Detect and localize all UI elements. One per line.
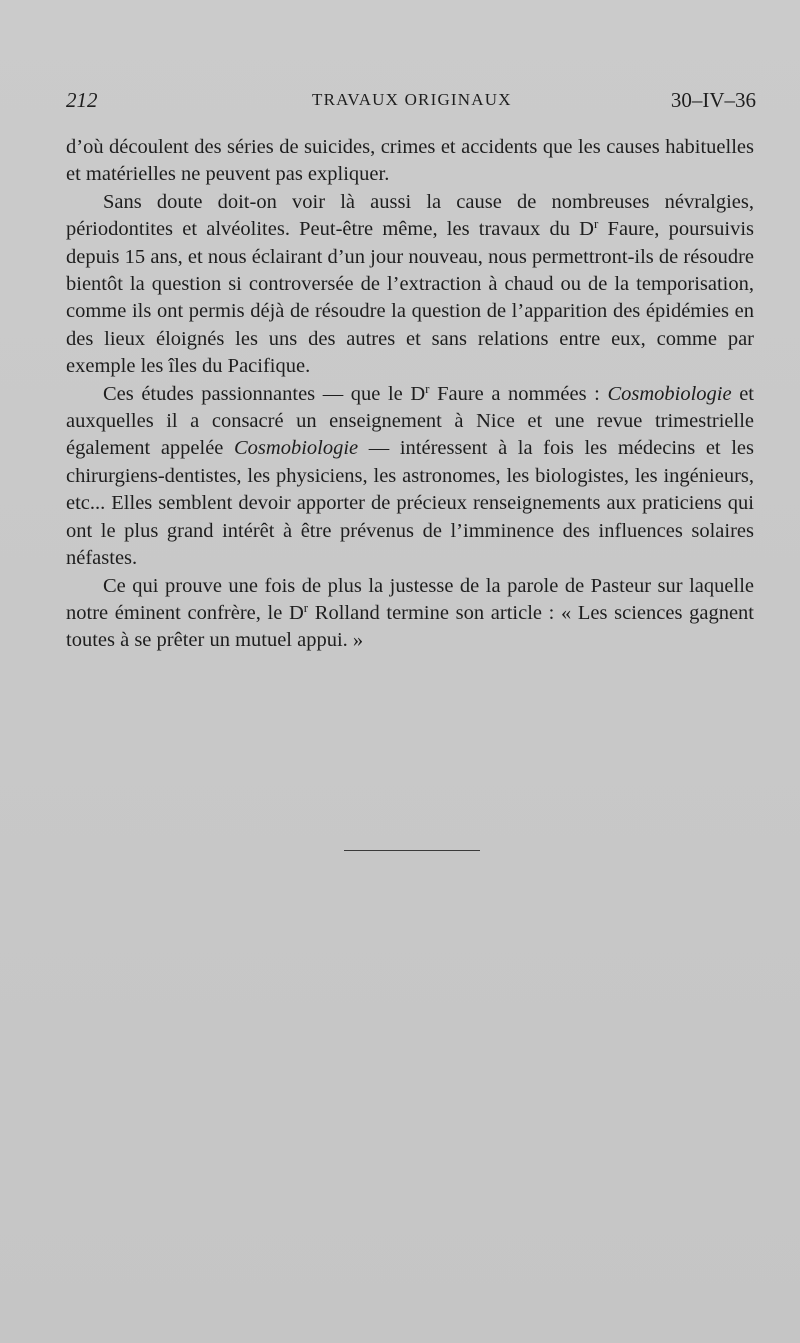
running-head xyxy=(66,88,756,118)
paragraph-1 xyxy=(66,134,754,189)
doctor-abbrev-superscript: r xyxy=(425,380,430,396)
journal-title-cosmobiologie: Cosmobiologie xyxy=(234,437,359,460)
doctor-abbrev-superscript: r xyxy=(303,599,309,615)
paragraph-4-text-a: Ce qui prouve une fois de plus la justesse de la parole de Pasteur sur laquelle notre éminent confrère, le D xyxy=(66,574,754,624)
paragraph-3 xyxy=(66,381,754,573)
paragraph-2-text-b: Faure, poursuivis depuis 15 ans, et nous éclairant d’un jour nouveau, nous permettront-ils de résoudre bientôt la question si controversée de l’extraction à chaud ou de la temporisation, comme ils ont permis déjà de résoudre la question de l’apparition des épidémies en des lieux éloignés les uns des autres et sans relations entre eux, comme par exemple les îles du Pacifique. xyxy=(66,218,754,378)
doctor-abbrev-superscript: r xyxy=(594,216,599,232)
paragraph-4-text-b: Rolland termine son article : « Les sciences gagnent toutes à se prêter un mutuel appui. » xyxy=(66,601,755,652)
article-body xyxy=(66,134,754,655)
article-end-rule xyxy=(344,850,480,851)
paragraph-3-text-c: et auxquelles il a consacré un enseignement à Nice et une revue trimestrielle également appelée xyxy=(66,382,754,460)
paragraph-2-text-a: Sans doute doit-on voir là aussi la cause de nombreuses névralgies, périodontites et alvéolites. Peut-être même, les travaux du D xyxy=(66,190,754,241)
paragraph-3-text-b: Faure a nommées : xyxy=(429,382,608,405)
paragraph-3-text-d: — intéressent à la fois les médecins et les chirurgiens-dentistes, les physiciens, les astronomes, les biologistes, les ingénieurs, etc... Elles semblent devoir apporter de précieux renseignements aux praticiens qui ont le plus grand intérêt à être prévenus de l’imminence des influences solaires néfastes. xyxy=(66,437,754,570)
paragraph-2 xyxy=(66,189,754,381)
paragraph-1-text: d’où découlent des séries de suicides, crimes et accidents que les causes habituelles et matérielles ne peuvent pas expliquer. xyxy=(66,136,754,186)
running-title: TRAVAUX ORIGINAUX xyxy=(312,90,512,109)
paragraph-4 xyxy=(66,573,754,655)
term-cosmobiologie: Cosmobiologie xyxy=(607,382,732,405)
issue-date: 30–IV–36 xyxy=(670,88,756,112)
paragraph-3-text-a: Ces études passionnantes — que le D xyxy=(103,382,426,405)
page-number: 212 xyxy=(66,88,98,112)
